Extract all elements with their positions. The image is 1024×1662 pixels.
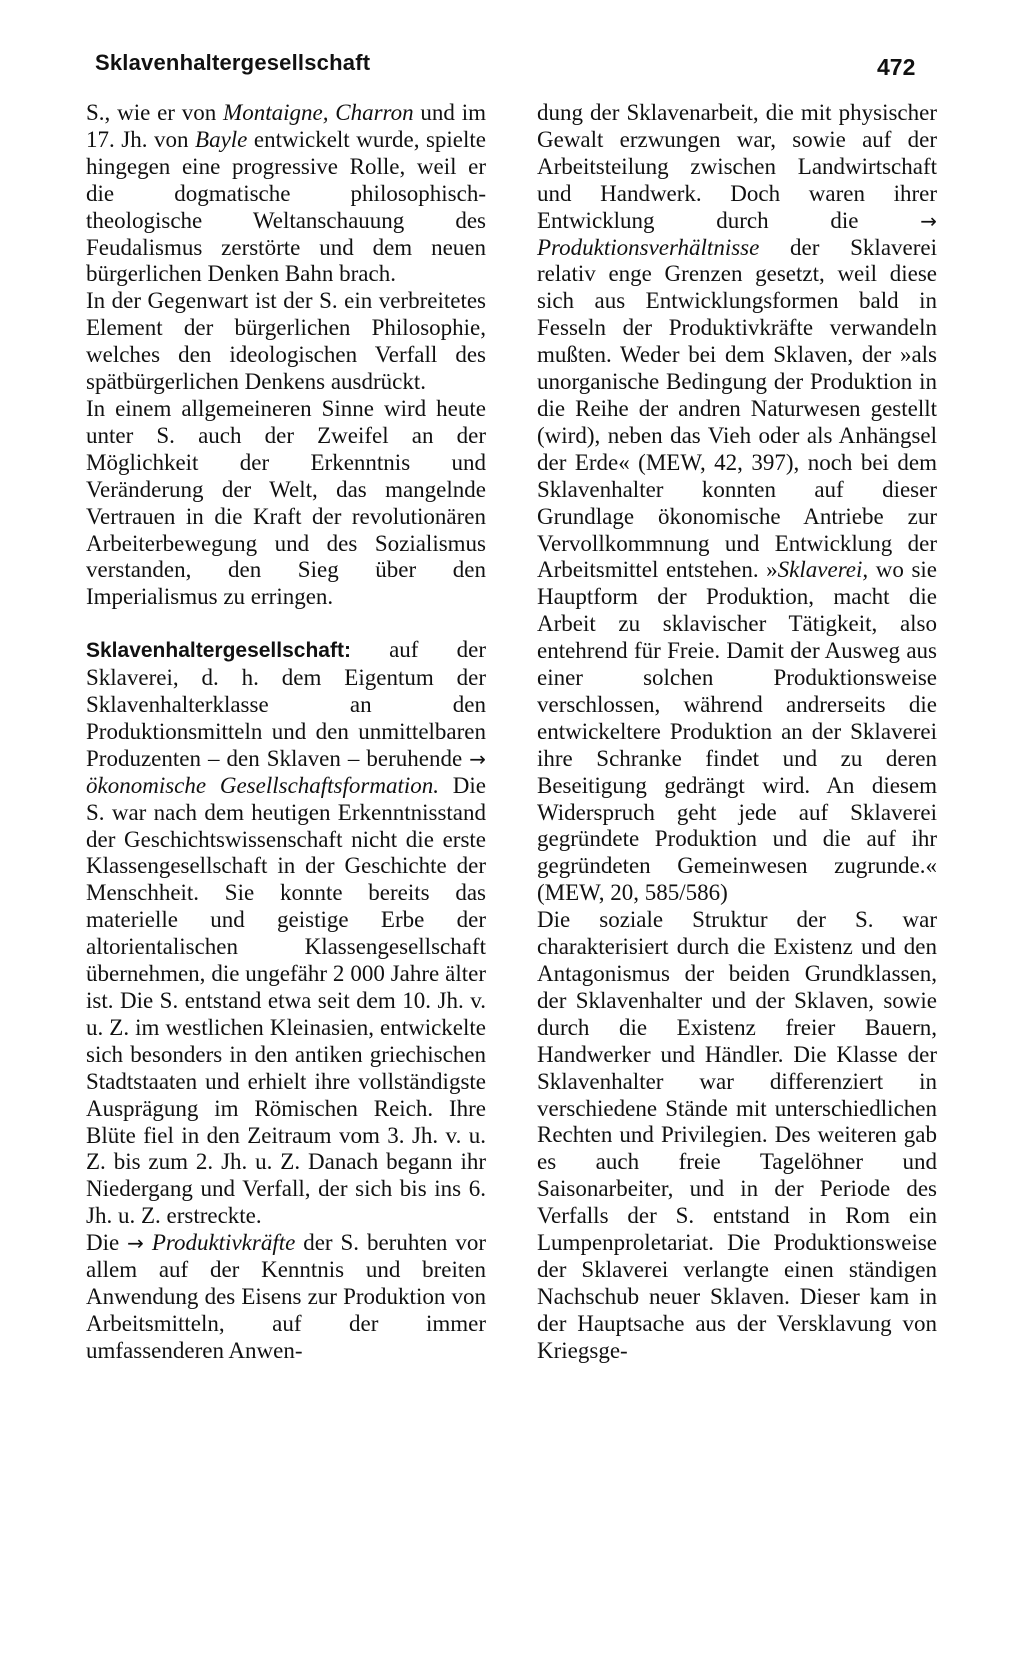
- author-bayle: Bayle: [195, 126, 248, 152]
- paragraph-skepticism-present: In der Gegenwart ist der S. ein verbreitetes Element der bürgerlichen Philosophie, welches den ideologischen Verfall des spätbürgerlichen Denkens ausdrückt.: [86, 288, 486, 395]
- entry-headword: Sklavenhaltergesellschaft:: [86, 639, 351, 663]
- running-head: Sklavenhaltergesellschaft: [95, 50, 371, 75]
- paragraph-productive-forces: Die → Produktivkräfte der S. beruhten vor allem auf der Kenntnis und breiten Anwendung des Eisens zur Produktion von Arbeitsmitteln, auf der immer umfassenderen Anwen-: [86, 1230, 486, 1363]
- paragraph-social-structure: Die soziale Struktur der S. war charakterisiert durch die Existenz und den Antagonismus der beiden Grundklassen, der Sklavenhalter und der Sklaven, sowie durch die Existenz freier Bauern, Handwerker und Händler. Die Klasse der Sklavenhalter war differenziert in verschiedene Stände mit unterschiedlichen Rechten und Privilegien. Des weiteren gab es auch freie Tagelöhner und Saisonarbeiter, und in der Periode des Verfalls der S. entstand in Rom ein Lumpenproletariat. Die Produktionsweise der Sklaverei verlangte einen ständigen Nachschub neuer Sklaven. Dieser kam in der Hauptsache aus der Versklavung von Kriegsge-: [537, 907, 937, 1363]
- quote-emphasis: Sklaverei,: [777, 557, 869, 583]
- cross-reference-link[interactable]: Produktivkräfte: [151, 1230, 296, 1256]
- cross-reference-arrow-icon: →: [920, 208, 937, 233]
- cross-reference-link[interactable]: ökonomische Gesellschaftsformation.: [86, 772, 439, 798]
- right-column: [537, 100, 937, 1365]
- author-names: Montaigne, Charron: [223, 100, 414, 125]
- left-column: [86, 100, 486, 1365]
- page-number: 472: [877, 54, 916, 80]
- cross-reference-link[interactable]: Produktionsverhältnisse: [537, 234, 760, 260]
- entry-sklavenhaltergesellschaft: Sklavenhaltergesellschaft: auf der Sklaverei, d. h. dem Eigentum der Sklavenhalterklasse an den Produktionsmitteln und den unmittelbaren Produzenten – den Sklaven – beruhende → ökonomische Gesellschaftsformation. Die S. war nach dem heutigen Erkenntnisstand der Geschichtswissenschaft nicht die erste Klassengesellschaft in der Geschichte der Menschheit. Sie konnte bereits das materielle und geistige Erbe der altorientalischen Klassengesellschaft übernehmen, die ungefähr 2 000 Jahre älter ist. Die S. entstand etwa seit dem 10. Jh. v. u. Z. im westlichen Kleinasien, entwickelte sich besonders in den antiken griechischen Stadtstaaten und erhielt ihre vollständigste Ausprägung im Römischen Reich. Ihre Blüte fiel in den Zeitraum vom 3. Jh. v. u. Z. bis zum 2. Jh. u. Z. Danach begann ihr Niedergang und Verfall, der sich bis ins 6. Jh. u. Z. erstreckte.: [86, 637, 486, 1229]
- paragraph-skepticism-general: In einem allgemeineren Sinne wird heute unter S. auch der Zweifel an der Möglichkeit der Erkenntnis und Veränderung der Welt, das mangelnde Vertrauen in die Kraft der revolutionären Arbeiterbewegung und des Sozialismus verstanden, den Sieg über den Imperialismus zu erringen.: [86, 395, 486, 610]
- cross-reference-arrow-icon: →: [127, 1231, 144, 1256]
- cross-reference-arrow-icon: →: [469, 746, 486, 771]
- paragraph-slave-labour: dung der Sklavenarbeit, die mit physischer Gewalt erzwungen war, sowie auf der Arbeitsteilung zwischen Landwirtschaft und Handwerk. Doch waren ihrer Entwicklung durch die → Produktionsverhältnisse der Sklaverei relativ enge Grenzen gesetzt, weil diese sich aus Entwicklungsformen bald in Fesseln der Produktivkräfte verwandeln mußten. Weder bei dem Sklaven, der »als unorganische Bedingung der Produktion in die Reihe der andren Naturwesen gestellt (wird), neben das Vieh oder als Anhängsel der Erde« (MEW, 42, 397), noch bei dem Sklavenhalter konnten auf dieser Grundlage ökonomische Antriebe zur Vervollkommnung und Entwicklung der Arbeitsmittel entstehen. »Sklaverei, wo sie Hauptform der Produktion, macht die Arbeit zu sklavischer Tätigkeit, also entehrend für Freie. Damit der Ausweg aus einer solchen Produktionsweise verschlossen, während andrerseits die entwickeltere Produktion an der Sklaverei ihre Schranke findet und zu deren Beseitigung gedrängt wird. An diesem Widerspruch geht jede auf Sklaverei gegründete Produktion und die auf ihr gegründeten Gemeinwesen zugrunde.« (MEW, 20, 585/586): [537, 100, 937, 906]
- paragraph-skepticism-history: S., wie er von Montaigne, Charron und im 17. Jh. von Bayle entwickelt wurde, spielte hingegen eine progressive Rolle, weil er die dogmatische philosophisch-theologische Weltanschauung des Feudalismus zerstörte und dem neuen bürgerlichen Denken Bahn brach.: [86, 100, 487, 287]
